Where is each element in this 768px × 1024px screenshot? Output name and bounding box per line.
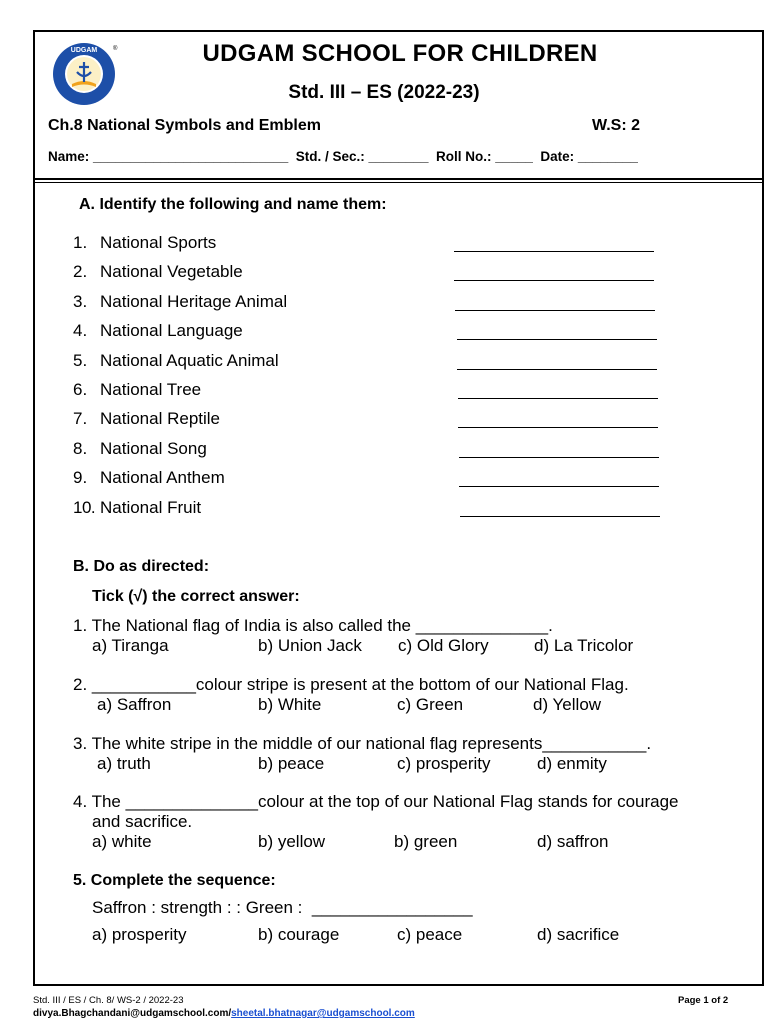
mcq-question-3 xyxy=(73,734,651,774)
item-number: 7. xyxy=(73,409,88,429)
section-a-title: A. Identify the following and name them: xyxy=(79,196,387,213)
question-text-continued: and sacrifice. xyxy=(92,812,193,831)
mcq-question-2 xyxy=(73,675,629,715)
options-row xyxy=(73,754,651,774)
svg-text:®: ® xyxy=(113,46,118,52)
answer-blank[interactable] xyxy=(459,486,659,487)
section-b-title: B. Do as directed: xyxy=(73,558,210,575)
question-text: 1. The National flag of India is also called the ______________. xyxy=(73,616,553,635)
option[interactable]: d) La Tricolor xyxy=(534,636,634,655)
option[interactable]: b) courage xyxy=(258,925,340,944)
option[interactable]: b) White xyxy=(258,695,322,714)
option[interactable]: d) sacrifice xyxy=(537,925,620,944)
item-number: 8. xyxy=(73,438,88,458)
option[interactable]: b) Union Jack xyxy=(258,636,362,655)
item-text: National Anthem xyxy=(100,468,225,488)
options-row xyxy=(73,695,629,715)
option[interactable]: c) prosperity xyxy=(397,754,491,773)
sequence-question: Saffron : strength : : Green : _________________ xyxy=(92,898,473,917)
item-number: 4. xyxy=(73,321,88,341)
header-divider xyxy=(33,178,764,180)
item-text: National Sports xyxy=(100,233,217,252)
question-text: 2. ___________colour stripe is present at the bottom of our National Flag. xyxy=(73,675,629,694)
footer-reference: Std. III / ES / Ch. 8/ WS-2 / 2022-23 xyxy=(33,995,184,1006)
footer-emails xyxy=(33,1008,415,1019)
sequence-options xyxy=(92,925,752,945)
student-info-line: Name: __________________________ Std. / Sec.: ________ Roll No.: _____ Date: ________ xyxy=(48,149,638,164)
options-row xyxy=(73,636,634,656)
option[interactable]: a) Tiranga xyxy=(92,636,169,655)
email-1: divya.Bhagchandani@udgamschool.com xyxy=(33,1008,229,1019)
option[interactable]: c) peace xyxy=(397,925,463,944)
item-number: 3. xyxy=(73,291,88,311)
item-text: National Tree xyxy=(100,379,202,399)
option[interactable]: b) yellow xyxy=(258,832,326,851)
question-text: 3. The white stripe in the middle of our national flag represents___________. xyxy=(73,734,652,753)
option[interactable]: b) green xyxy=(394,832,458,851)
logo-text: UDGAM xyxy=(70,47,98,54)
mcq-question-1 xyxy=(73,616,634,656)
mcq-question-4 xyxy=(73,792,679,852)
option[interactable]: c) Old Glory xyxy=(398,636,489,655)
option[interactable]: d) Yellow xyxy=(533,695,602,714)
option[interactable]: b) peace xyxy=(258,754,325,773)
item-text: National Language xyxy=(100,321,243,341)
item-text: National Fruit xyxy=(100,497,202,517)
email-separator: / xyxy=(228,1008,232,1019)
header-divider-inner xyxy=(33,182,764,183)
option[interactable]: a) truth xyxy=(97,754,151,773)
chapter-title: Ch.8 National Symbols and Emblem xyxy=(48,117,321,134)
option[interactable]: d) saffron xyxy=(537,832,609,851)
answer-blank[interactable] xyxy=(454,251,654,252)
item-text: National Song xyxy=(100,438,207,458)
answer-blank[interactable] xyxy=(457,339,657,340)
options-row xyxy=(73,832,679,852)
school-name: UDGAM SCHOOL FOR CHILDREN xyxy=(202,40,598,67)
item-number: 6. xyxy=(73,379,88,399)
item-text: National Reptile xyxy=(100,409,221,429)
option[interactable]: a) white xyxy=(92,832,152,851)
option[interactable]: c) Green xyxy=(397,695,464,714)
item-text: National Heritage Animal xyxy=(100,291,288,311)
option[interactable]: d) enmity xyxy=(537,754,607,773)
answer-blank[interactable] xyxy=(460,516,660,517)
item-number: 1. xyxy=(73,233,88,252)
answer-blank[interactable] xyxy=(458,398,658,399)
item-number: 9. xyxy=(73,468,88,488)
answer-blank[interactable] xyxy=(457,369,657,370)
item-text: National Vegetable xyxy=(100,262,243,282)
worksheet-number: W.S: 2 xyxy=(592,117,641,134)
tick-instruction: Tick (√) the correct answer: xyxy=(92,588,300,605)
item-number: 10. xyxy=(73,497,96,517)
answer-blank[interactable] xyxy=(455,310,655,311)
answer-blank[interactable] xyxy=(459,457,659,458)
email-2-link[interactable]: sheetal.bhatnagar@udgamschool.com xyxy=(231,1008,415,1019)
option[interactable]: a) Saffron xyxy=(97,695,172,714)
page-number: Page 1 of 2 xyxy=(678,995,729,1006)
answer-blank[interactable] xyxy=(458,427,658,428)
answer-blank[interactable] xyxy=(454,280,654,281)
item-text: National Aquatic Animal xyxy=(100,350,279,370)
option[interactable]: a) prosperity xyxy=(92,925,187,944)
sequence-title: 5. Complete the sequence: xyxy=(73,872,276,889)
item-number: 5. xyxy=(73,350,88,370)
question-text: 4. The ______________colour at the top of our National Flag stands for courage xyxy=(73,792,679,811)
item-number: 2. xyxy=(73,262,88,282)
standard-title: Std. III – ES (2022-23) xyxy=(288,82,480,103)
